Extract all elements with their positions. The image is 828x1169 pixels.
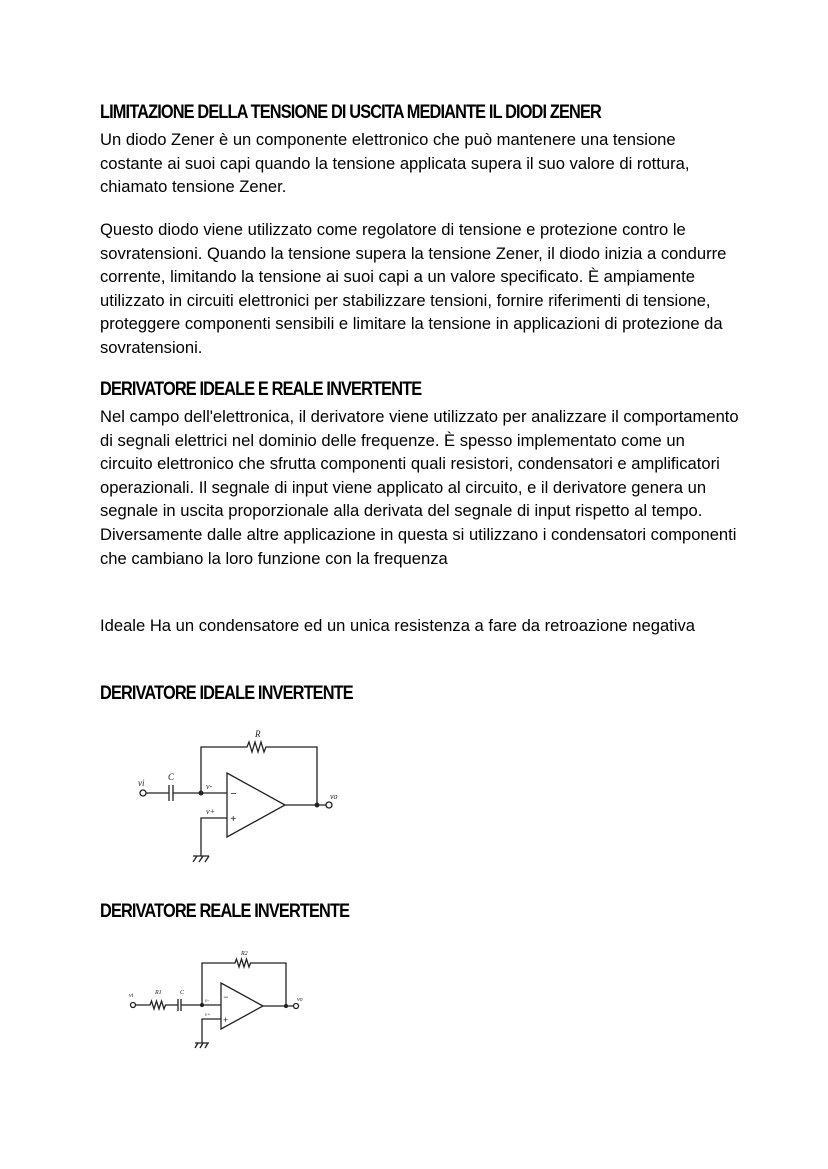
paragraph-ideale: Ideale Ha un condensatore ed un unica resistenza a fare da retroazione negativa <box>100 616 696 635</box>
paragraph-zener-intro: Un diodo Zener è un componente elettronico che può mantenere una tensione costante ai suoi capi quando la tensione applicata supera il suo valore di rottura, chiamato tensione Zener. <box>100 130 690 197</box>
label-vi: vi <box>138 778 145 788</box>
label-c: C <box>168 772 175 782</box>
label-c: C <box>180 990 185 996</box>
label-vplus: v+ <box>205 1013 211 1018</box>
heading-derivatore: DERIVATORE IDEALE E REALE INVERTENTE <box>100 379 422 400</box>
heading-derivatore-ideale: DERIVATORE IDEALE INVERTENTE <box>100 683 353 704</box>
label-plus: + <box>223 1015 229 1025</box>
label-r2: R2 <box>241 951 248 957</box>
heading-derivatore-reale: DERIVATORE REALE INVERTENTE <box>100 901 350 922</box>
label-vo: vo <box>297 997 303 1003</box>
label-vi: vi <box>129 993 134 999</box>
real-differentiator-circuit <box>129 951 303 1048</box>
label-minus: − <box>223 992 229 1002</box>
label-r1: R1 <box>155 990 162 996</box>
label-plus: + <box>230 813 237 825</box>
label-vminus: v- <box>206 782 213 791</box>
heading-zener: LIMITAZIONE DELLA TENSIONE DI USCITA MEDIANTE IL DIODI ZENER <box>100 102 601 123</box>
label-vminus: v- <box>205 999 209 1004</box>
label-minus: − <box>230 788 237 800</box>
label-vplus: v+ <box>206 807 215 816</box>
paragraph-derivatore: Nel campo dell'elettronica, il derivatore viene utilizzato per analizzare il comportamento di segnali elettrici nel dominio delle frequenze. È spesso implementato come un circuito elettronico che sfrutta componenti quali resistori, condensatori e amplificatori operazionali. Il segnale di input viene applicato al circuito, e il derivatore genera un segnale in uscita proporzionale alla derivata del segnale di input rispetto al tempo. Diversamente dalle altre applicazione in questa si utilizzano i condensatori componenti che cambiano la loro funzione con la frequenza <box>100 407 739 568</box>
ideal-differentiator-circuit <box>138 729 338 862</box>
label-r: R <box>255 729 261 739</box>
paragraph-zener-usage: Questo diodo viene utilizzato come regolatore di tensione e protezione contro le sovratensioni. Quando la tensione supera la tensione Zener, il diodo inizia a condurre corrente, limitando la tensione ai suoi capi a un valore specificato. È ampiamente utilizzato in circuiti elettronici per stabilizzare tensioni, fornire riferimenti di tensione, proteggere componenti sensibili e limitare la tensione in applicazioni di protezione da sovratensioni. <box>100 220 727 357</box>
label-vo: vo <box>330 792 338 801</box>
